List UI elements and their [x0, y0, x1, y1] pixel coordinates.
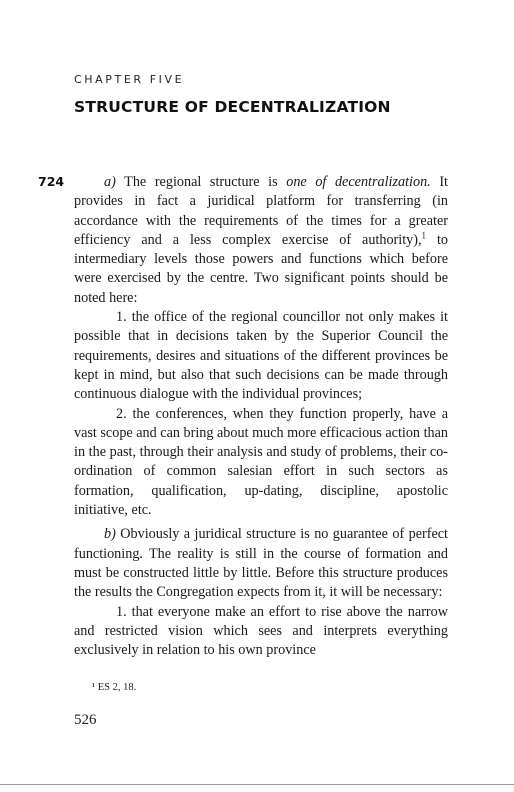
paragraph-a-text-2: to intermediary levels those powers and functions which before were exercised by the centre. Two significant points should be noted here: [74, 231, 448, 306]
footnote-reference: 1 [421, 230, 427, 241]
list-item-a1: 1. the office of the regional councillor not only makes it possible that in decisions taken by the Superior Council the requirements, desires and situations of the different provinces be kept in mind, but also that such decisions can be made through continuous dialogue with the individual provinces; [74, 309, 448, 403]
chapter-title: STRUCTURE OF DECENTRALIZATION [74, 98, 391, 116]
body-text [74, 173, 448, 660]
paragraph-a-letter: a) [104, 174, 116, 190]
footnote: ¹ ES 2, 18. [92, 682, 137, 693]
paragraph-b [74, 525, 448, 602]
paragraph-a [74, 173, 448, 308]
paragraph-a-text-1: It provides in fact a juridical platform for transferring (in accordance with the requirements of the times for a greater efficiency and a less complex exercise of authority), [74, 174, 448, 248]
page-number: 526 [74, 712, 97, 728]
paragraph-b-letter: b) [104, 526, 116, 543]
paragraph-a-emphasis: one of decentralization. [286, 174, 431, 190]
margin-number: 724 [38, 174, 65, 189]
paragraph-b-text: Obviously a juridical structure is no guarantee of perfect functioning. The reality is still in the course of formation and must be constructed little by little. Before this structure produces the results the Congregation expects from it, it will be necessary: [74, 526, 448, 601]
list-item-b1: 1. that everyone make an effort to rise above the narrow and restricted vision which sees and interprets everything exclusively in relation to his own province [74, 603, 448, 659]
list-item-a2: 2. the conferences, when they function properly, have a vast scope and can bring about much more efficacious action than in the past, through their analysis and study of problems, their co-ordination of common salesian effort in such sectors as formation, qualification, up-dating, discipline, apostolic initiative, etc. [74, 405, 449, 519]
bottom-rule [0, 784, 514, 785]
chapter-label: CHAPTER FIVE [74, 73, 185, 86]
paragraph-a-lead: The regional structure is [115, 174, 287, 190]
